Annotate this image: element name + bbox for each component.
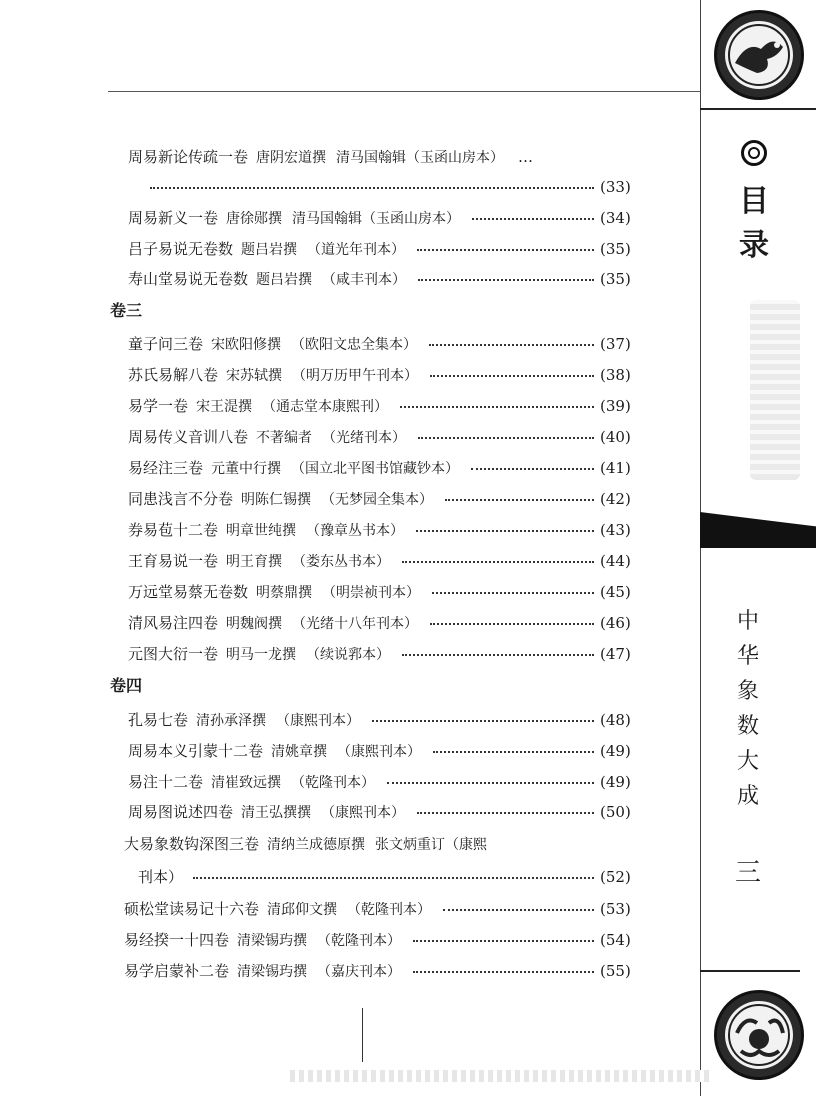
medallion-bottom-emblem [714,990,804,1080]
entry-author: 清孙承泽撰 [196,713,267,729]
toc-entry [128,457,631,479]
dot-leader [400,406,594,408]
entry-title: 清风易注四卷 [128,614,219,632]
page-number: (44) [600,552,631,570]
entry-note: （嘉庆刊本） [317,964,402,980]
toc-entry [128,709,631,731]
entry-note: （康熙刊本） [276,713,361,729]
entry-text [128,364,418,387]
sidebar-band [700,512,816,548]
entry-text [128,488,433,511]
entry-title: 孔易七卷 [128,711,189,729]
entry-title: 易学一卷 [128,397,189,415]
dot-leader [402,561,594,563]
entry-text [128,709,360,732]
dot-leader [418,437,594,439]
page-number: (38) [600,366,631,384]
toc-entry [128,395,631,417]
toc-entry [128,771,631,793]
page-number: (53) [600,900,631,918]
entry-author: 唐阴宏道撰 [256,150,327,166]
toc-entry [128,740,631,762]
entry-title: 周易新义一卷 [128,209,219,227]
page-number: (37) [600,335,631,353]
toc-entry [128,364,631,386]
dot-leader [430,375,594,377]
entry-note: （光绪十八年刊本） [292,616,419,632]
entry-text [128,238,405,261]
entry-title: 易经揆一十四卷 [124,931,230,949]
entry-author: 清姚章撰 [271,744,328,760]
page-number: (50) [600,803,631,821]
dot-leader [430,623,594,625]
entry-title: 元图大衍一卷 [128,645,219,663]
toc-entry [124,929,631,951]
entry-text [128,207,460,230]
entry-author: 题吕岩撰 [256,272,313,288]
toc-entry [128,612,631,634]
entry-note: （豫章丛书本） [306,523,405,539]
entry-author: 题吕岩撰 [241,242,298,258]
entry-author: 明章世纯撰 [226,523,297,539]
entry-author: 清王弘撰撰 [241,805,312,821]
sidebar-divider [700,0,701,1096]
dot-leader [413,940,594,942]
entry-title: 童子问三卷 [128,335,204,353]
entry-author: 明魏阀撰 [226,616,283,632]
entry-title: 苏氏易解八卷 [128,366,219,384]
entry-trail: … [518,148,534,166]
entry-text [128,395,388,418]
toc-entry [128,426,631,448]
page-number: (35) [600,240,631,258]
entry-text [128,643,390,666]
page-number: (39) [600,397,631,415]
entry-text [128,612,418,635]
entry-note: （国立北平图书馆藏钞本） [291,461,460,477]
entry-note: （乾隆刊本） [291,775,376,791]
entry-text [124,898,431,921]
dot-leader [471,468,594,470]
watermark-decoration [750,300,800,480]
dot-leader [445,499,594,501]
toc-entry [128,581,631,603]
medallion-top-emblem [714,10,804,100]
entry-title: 万远堂易蔡无卷数 [128,583,249,601]
toc-entry [124,898,631,920]
entry-author: 元董中行撰 [211,461,282,477]
entry-author: 清纳兰成德原撰 [267,837,366,853]
entry-text [124,929,401,952]
sidebar-rule-top [700,108,816,110]
title-circle-icon [741,140,767,166]
entry-author: 明马一龙撰 [226,647,297,663]
sidebar-book-title: 中华象数大成 [736,609,759,809]
entry-title: 易注十二卷 [128,773,204,791]
dot-leader [193,877,594,879]
entry-title: 券易苞十二卷 [128,521,219,539]
entry-author: 明蔡鼎撰 [256,585,313,601]
page-number: (35) [600,270,631,288]
entry-author: 宋欧阳修撰 [211,337,282,353]
entry-note: （康熙刊本） [321,805,406,821]
page-number: (42) [600,490,631,508]
entry-text [128,146,533,169]
entry-author: 宋苏轼撰 [226,368,283,384]
page-number: (33) [600,178,631,196]
entry-title: 周易传义音训八卷 [128,428,249,446]
entry-text [128,268,406,291]
page-number: (48) [600,711,631,729]
entry-text [128,519,404,542]
entry-title: 周易新论传疏一卷 [128,148,249,166]
page-number: (41) [600,459,631,477]
dot-leader [443,909,594,911]
toc-entry [128,333,631,355]
dot-leader [402,654,594,656]
dot-leader [429,344,594,346]
entry-text [128,740,421,763]
entry-title: 周易图说述四卷 [128,803,234,821]
entry-title: 寿山堂易说无卷数 [128,270,249,288]
entry-text [128,771,375,794]
entry-author: 唐徐郧撰 [226,211,283,227]
entry-note: （乾隆刊本） [347,902,432,918]
entry-author: 宋王湜撰 [196,399,253,415]
entry-note: （无梦园全集本） [321,492,434,508]
dot-leader [150,187,594,189]
sidebar-rule-bottom [700,970,800,972]
toc-entry [128,268,631,290]
entry-note: （道光年刊本） [307,242,406,258]
entry-author: 明王育撰 [226,554,283,570]
dot-leader [413,971,594,973]
toc-entry [128,488,631,510]
entry-title: 王育易说一卷 [128,552,219,570]
dot-leader [387,782,594,784]
toc-entry [128,550,631,572]
sidebar-page-number: 三 [734,858,761,888]
entry-text [128,333,417,356]
page-number: (40) [600,428,631,446]
entry-note: （光绪刊本） [322,430,407,446]
entry-text [128,457,459,480]
entry-note: （通志堂本康熙刊） [262,399,389,415]
toc-entry [128,801,631,823]
entry-author: 清梁锡玙撰 [237,964,308,980]
dot-leader [472,218,594,220]
entry-title: 吕子易说无卷数 [128,240,234,258]
sidebar-title: 目录 [739,184,769,263]
page-number: (49) [600,773,631,791]
dot-leader [372,720,594,722]
toc-entry-continuation [150,176,630,198]
page-number: (45) [600,583,631,601]
toc-entry [124,960,631,982]
entry-text [128,581,420,604]
toc-entry [124,833,624,855]
entry-note: （康熙刊本） [337,744,422,760]
entry-title: 同患浅言不分卷 [128,490,234,508]
entry-note: （明崇祯刊本） [322,585,421,601]
entry-note: 清马国翰辑（玉函山房本） [336,150,505,166]
entry-text [128,550,390,573]
entry-text [124,833,487,856]
toc-entry [128,519,631,541]
entry-note: 清马国翰辑（玉函山房本） [292,211,461,227]
dot-leader [417,812,594,814]
page-number: (52) [600,868,631,886]
entry-author: 清邱仰文撰 [267,902,338,918]
section-heading: 卷三 [110,301,143,320]
dot-leader [418,279,594,281]
dot-leader [417,249,594,251]
entry-note: （咸丰刊本） [322,272,407,288]
entry-text [128,426,406,449]
page-number: (55) [600,962,631,980]
entry-note: （娄东丛书本） [292,554,391,570]
toc-entry [128,207,631,229]
entry-author: 清梁锡玙撰 [237,933,308,949]
entry-author: 不著编者 [256,430,313,446]
toc-entry [128,238,631,260]
entry-title: 易学启蒙补二卷 [124,962,230,980]
page-number: (54) [600,931,631,949]
entry-note: （续说郛本） [306,647,391,663]
entry-text-continued: 刊本） [138,868,184,886]
entry-title: 易经注三卷 [128,459,204,477]
entry-author: 明陈仁锡撰 [241,492,312,508]
toc-entry [128,146,628,168]
entry-note: （欧阳文忠全集本） [291,337,418,353]
entry-text [128,801,405,824]
page-number: (49) [600,742,631,760]
section-heading: 卷四 [110,676,143,695]
page-number: (34) [600,209,631,227]
entry-title: 大易象数钩深图三卷 [124,835,260,853]
entry-title: 硕松堂读易记十六卷 [124,900,260,918]
page-number: (47) [600,645,631,663]
entry-title: 周易本义引蒙十二卷 [128,742,264,760]
page-number: (43) [600,521,631,539]
dot-leader [416,530,594,532]
page-number: (46) [600,614,631,632]
entry-author: 清崔致远撰 [211,775,282,791]
dot-leader [432,592,594,594]
entry-text [124,960,401,983]
entry-note: （明万历甲午刊本） [292,368,419,384]
toc-entry-continuation [138,866,631,888]
toc-entry [128,643,631,665]
entry-note: 张文炳重订（康熙 [375,837,488,853]
entry-note: （乾隆刊本） [317,933,402,949]
dot-leader [433,751,594,753]
